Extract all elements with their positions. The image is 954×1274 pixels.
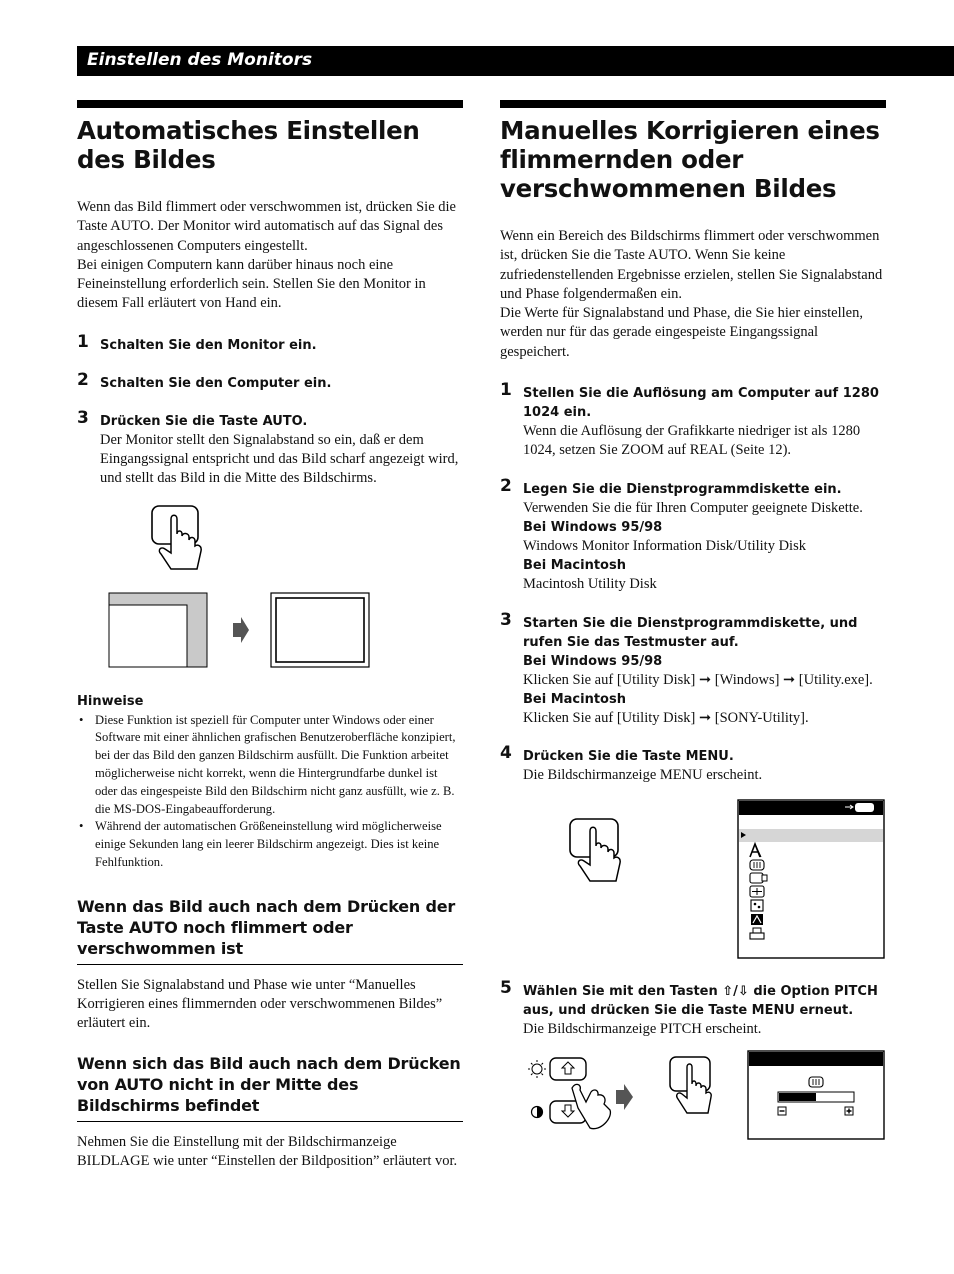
macintosh-text: Macintosh Utility Disk	[523, 576, 657, 593]
auto-button-press-icon	[152, 506, 201, 569]
step-number: 1	[77, 331, 89, 352]
menu-highlight-row	[739, 829, 883, 842]
auto-adjust-illustration	[77, 499, 463, 685]
step-title: Starten Sie die Dienstprogrammdiskette, und rufen Sie das Testmuster auf.	[523, 615, 858, 650]
center-icon	[750, 886, 764, 897]
windows-label: Bei Windows 95/98	[523, 653, 663, 669]
step-text: Der Monitor stellt den Signalabstand so ein, daß er dem Eingangssignal entspricht und das Bild scharf angezeigt wird, und stellt das Bild in die Mitte des Bildschirms.	[100, 431, 459, 487]
step-title: Drücken Sie die Taste MENU.	[523, 749, 734, 765]
left-step-2	[77, 369, 463, 393]
subsection-heading: Wenn sich das Bild auch nach dem Drücken von AUTO nicht in der Mitte des Bildschirms befindet	[77, 1053, 463, 1122]
step-number: 3	[500, 609, 512, 630]
step-text: Verwenden Sie die für Ihren Computer geeignete Diskette.	[523, 499, 863, 516]
color-icon	[751, 900, 763, 911]
macintosh-text: Klicken Sie auf [Utility Disk] ➞ [SONY-Utility].	[523, 709, 809, 726]
subsection-center	[77, 1053, 463, 1172]
step-title: Schalten Sie den Computer ein.	[100, 375, 332, 391]
right-step-2	[500, 475, 886, 595]
step-text: Die Bildschirmanzeige MENU erscheint.	[523, 767, 763, 784]
step-number: 1	[500, 380, 512, 401]
up-button	[550, 1058, 586, 1080]
osd-menu-screen	[738, 800, 884, 958]
subsection-text: Stellen Sie Signalabstand und Phase wie unter “Manuelles Korrigieren eines flimmernden oder verschwommenen Bildes” erläutert ein.	[77, 976, 443, 1032]
subsection-flicker	[77, 896, 463, 1034]
pitch-level-fill	[779, 1093, 816, 1101]
step-title: Schalten Sie den Monitor ein.	[100, 337, 317, 353]
right-step-1	[500, 380, 886, 461]
step-number: 5	[500, 978, 512, 999]
plus-icon	[845, 1107, 853, 1115]
title-rule	[500, 100, 886, 108]
notes-block	[77, 694, 463, 872]
notes-title: Hinweise	[77, 693, 144, 709]
step-title: Wählen Sie mit den Tasten ⇧/⇩ die Option PITCH aus, und drücken Sie die Taste MENU erneut.	[523, 984, 878, 1019]
left-title: Automatisches Einstellen des Bildes	[77, 116, 420, 174]
misaligned-screen-icon	[109, 593, 207, 667]
step-title: Stellen Sie die Auflösung am Computer auf 1280 1024 ein.	[523, 386, 879, 421]
right-step-5	[500, 978, 886, 1039]
contrast-half-icon	[532, 1106, 543, 1117]
note-item: • Diese Funktion ist speziell für Computer unter Windows oder einer Software mit einer ähnlichen grafischen Benutzeroberfläche konzipiert, bei der das Bild den ganzen Bildschirm ausfüllt. Die Funktion arbeitet möglicherweise nicht korrekt, wenn die Hintergrundfarbe dunkel ist oder das eingespeiste Bild den Bildschirm nicht ganz ausfüllt, wie z. B. die MS-DOS-Eingabeaufforderung.	[77, 712, 463, 819]
step-title: Legen Sie die Dienstprogrammdiskette ein.	[523, 481, 842, 497]
step-number: 2	[500, 475, 512, 496]
step-text: Die Bildschirmanzeige PITCH erscheint.	[523, 1021, 762, 1038]
right-step-4	[500, 743, 886, 785]
minus-icon	[778, 1107, 786, 1115]
right-intro-2: Die Werte für Signalabstand und Phase, die Sie hier einstellen, werden nur für das gerade eingespeiste Eingangssignal gespeichert.	[500, 305, 863, 360]
left-step-3	[77, 407, 463, 489]
menu-button-press-icon	[570, 819, 620, 881]
osd-pitch-screen	[748, 1051, 884, 1139]
macintosh-label: Bei Macintosh	[523, 558, 626, 574]
right-intro-1: Wenn ein Bereich des Bildschirms flimmert oder verschwommen ist, drücken Sie die Taste AUTO. Wenn Sie keine zufriedenstellenden Ergebnisse erzielen, stellen Sie Signalabstand und Phase folgendermaßen ein.	[500, 228, 883, 302]
section-header-title: Einstellen des Monitors	[87, 50, 313, 70]
adjusted-screen-icon	[271, 593, 369, 667]
menu-button-press-icon	[670, 1057, 711, 1113]
left-intro-2: Bei einigen Computern kann darüber hinaus noch eine Feineinstellung erforderlich sein. Stellen Sie den Monitor in diesem Fall erläutert von Hand ein.	[77, 256, 426, 312]
windows-text: Klicken Sie auf [Utility Disk] ➞ [Windows] ➞ [Utility.exe].	[523, 671, 873, 688]
step-number: 4	[500, 743, 512, 764]
macintosh-label: Bei Macintosh	[523, 691, 626, 707]
subsection-text: Nehmen Sie die Einstellung mit der Bildschirmanzeige BILDLAGE wie unter “Einstellen der Bildposition” erläutert vor.	[77, 1133, 458, 1170]
left-column	[77, 100, 463, 1171]
step-text: Wenn die Auflösung der Grafikkarte niedriger ist als 1280 1024, setzen Sie ZOOM auf REAL (Seite 12).	[523, 423, 861, 459]
brightness-icon	[528, 1060, 546, 1078]
language-icon	[751, 914, 763, 925]
size-icon	[750, 873, 767, 883]
note-item: • Während der automatischen Größeneinstellung wird möglicherweise einige Sekunden lang ein leerer Bildschirm angezeigt. Dies ist keine Fehlfunktion.	[77, 818, 463, 871]
left-intro-1: Wenn das Bild flimmert oder verschwommen ist, drücken Sie die Taste AUTO. Der Monitor wird automatisch auf das Signal des angeschlossenen Computers eingestellt.	[77, 199, 456, 254]
pitch-icon	[809, 1077, 823, 1087]
right-column	[500, 100, 886, 1149]
step-number: 3	[77, 407, 89, 428]
menu-illustration	[500, 793, 886, 973]
right-arrow-icon	[616, 1084, 633, 1110]
section-header-bar	[77, 46, 954, 76]
right-title: Manuelles Korrigieren eines flimmernden oder verschwommenen Bildes	[500, 116, 880, 203]
left-step-1	[77, 331, 463, 355]
pitch-icon	[750, 860, 764, 870]
title-rule	[77, 100, 463, 108]
pitch-illustration	[500, 1048, 886, 1144]
right-arrow-icon	[233, 617, 249, 643]
step-number: 2	[77, 369, 89, 390]
windows-label: Bei Windows 95/98	[523, 519, 663, 535]
windows-text: Windows Monitor Information Disk/Utility Disk	[523, 537, 806, 554]
right-step-3	[500, 609, 886, 729]
step-title: Drücken Sie die Taste AUTO.	[100, 413, 308, 429]
subsection-heading: Wenn das Bild auch nach dem Drücken der Taste AUTO noch flimmert oder verschwommen ist	[77, 896, 463, 965]
